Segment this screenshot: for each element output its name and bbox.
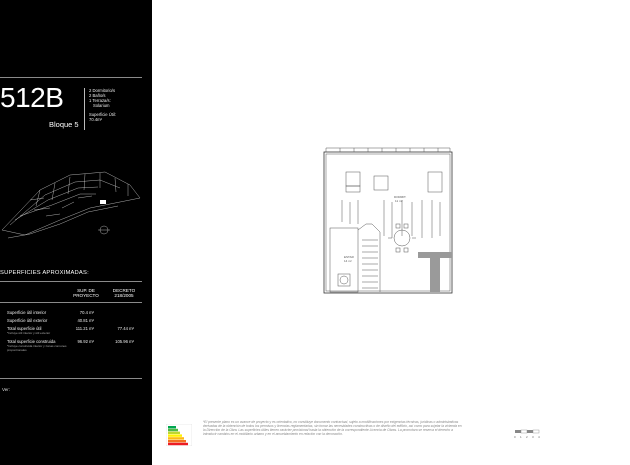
site-map-drawing xyxy=(0,150,152,250)
spec-bedrooms: 2 Dormitorio/s xyxy=(89,88,116,93)
floor-plan-drawing xyxy=(322,140,454,296)
unit-location-marker xyxy=(100,200,106,204)
vertical-divider xyxy=(84,88,85,130)
scale-bar xyxy=(513,428,543,442)
energy-rating-label xyxy=(166,424,192,446)
block-label: Bloque 5 xyxy=(49,120,79,129)
room-area-bedroom: 11 m² xyxy=(395,199,403,203)
row-total-built-label: Total superficie construida xyxy=(7,339,56,344)
scale-tick-3: 3 xyxy=(532,435,534,439)
top-divider xyxy=(0,77,142,78)
row-total-built-project: 96.92 m² xyxy=(77,339,94,344)
scale-tick-2: 2 xyxy=(526,435,528,439)
scale-tick-0: 0 xyxy=(514,435,516,439)
row-total-built-decree: 105.96 m² xyxy=(115,339,134,344)
spec-bathrooms: 2 Baño/s xyxy=(89,93,106,98)
scale-tick-4: 4 xyxy=(538,435,540,439)
useful-area-value: 70.4m² xyxy=(89,117,103,122)
room-label-living: ESTAR xyxy=(344,255,354,259)
areas-divider-header xyxy=(0,302,142,303)
row-total-built-note: *Incluye construida interior y zonas comunes proporcionales xyxy=(7,344,67,352)
room-label-bedroom: DORMIT. xyxy=(394,195,407,199)
unit-code: 512B xyxy=(0,82,64,113)
row-useful-interior-project: 70.4 m² xyxy=(79,310,94,315)
row-useful-exterior-project: 40.81 m² xyxy=(77,318,94,323)
areas-divider-top xyxy=(0,281,142,282)
legal-note: *El presente plano es un avance de proyecto y es orientativo, no constituye documento contractual, sujeto a modificaciones por exigencias técnicas, jurídicas o administrativas derivadas de la obtención de todos los permisos y licencias reglamentarias, sin tomar las necesidades constructivas o de diseño del edificio, así como para sujetar la vivienda en la Dirección de la Obra. Las superficies útiles tienen carácter provisional hasta la obtención de la correspondiente Licencia de Obras. La promotora se reserva el derecho a introducir cambios en el mobiliario urbano y en el amueblamiento en relación con la decoración. xyxy=(203,420,462,437)
row-total-useful-label: Total superficie útil xyxy=(7,326,42,331)
sidebar-panel xyxy=(0,0,152,465)
row-total-useful xyxy=(7,326,50,335)
col-header-project: SUP. DE PROYECTO xyxy=(73,288,99,299)
useful-area-label: Superficie Útil: xyxy=(89,112,116,117)
row-total-useful-decree: 77.44 m² xyxy=(117,326,134,331)
room-area-living: 14 m² xyxy=(344,259,352,263)
col-header-decree: DECRETO 218/2005 xyxy=(112,288,136,299)
row-useful-interior-label: Superficie útil interior xyxy=(7,310,47,315)
scale-tick-1: 1 xyxy=(520,435,522,439)
ver-label: Ver: xyxy=(2,387,11,392)
spec-solarium: Solarium xyxy=(93,103,110,108)
row-useful-exterior-label: Superficie útil exterior xyxy=(7,318,48,323)
unit-specs xyxy=(89,88,116,122)
areas-section-title: SUPERFICIES APROXIMADAS: xyxy=(0,270,89,276)
row-total-useful-note: *Incluye útil interior y útil exterior xyxy=(7,331,51,335)
row-total-useful-project: 111.21 m² xyxy=(75,326,94,331)
spec-terraces: 1 Terraza/s: xyxy=(89,98,111,103)
areas-divider-bottom xyxy=(0,378,142,379)
